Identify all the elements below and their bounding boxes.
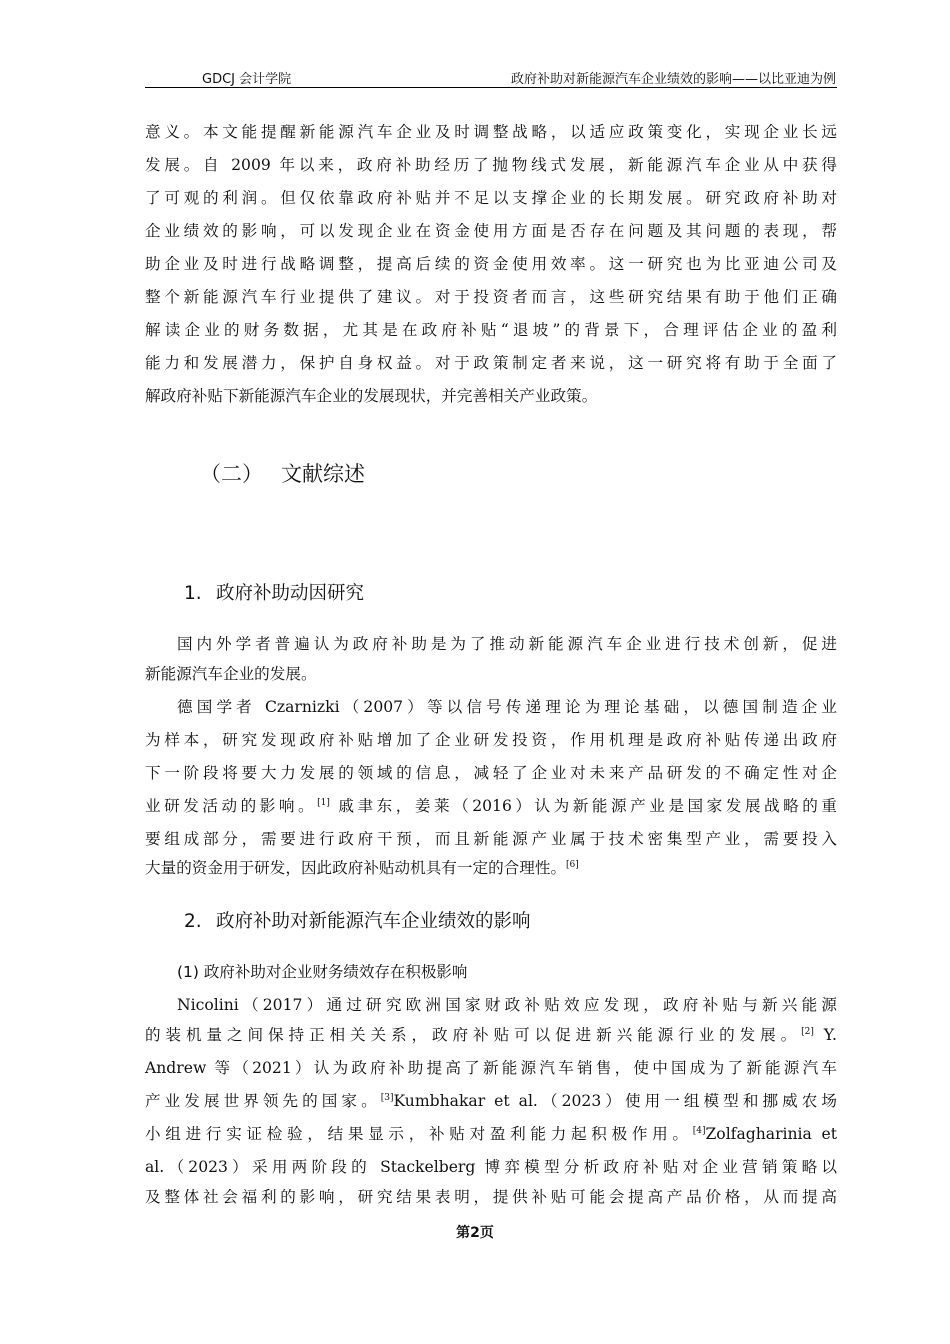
- header-divider: [145, 87, 837, 88]
- text-line: 助企业及时进行战略调整，提高后续的资金使用效率。这一研究也为比亚迪公司及: [145, 255, 837, 273]
- citation-6: [6]: [566, 859, 579, 870]
- text-line: 整个新能源汽车行业提供了建议。对于投资者而言，这些研究结果有助于他们正确: [145, 288, 837, 306]
- text-line: 的装机量之间保持正相关关系，政府补贴可以促进新兴能源行业的发展。[2] Y.: [145, 1026, 837, 1044]
- text-line: 为样本，研究发现政府补贴增加了企业研发投资，作用机理是政府补贴传递出政府: [145, 731, 837, 749]
- text-line: 发展。自 2009 年以来，政府补助经历了抛物线式发展，新能源汽车企业从中获得: [145, 156, 837, 174]
- text-line: 下一阶段将要大力发展的领域的信息，减轻了企业对未来产品研发的不确定性对企: [145, 764, 837, 782]
- section-number: （二）: [200, 462, 263, 486]
- subheading-impact: [184, 907, 531, 933]
- text-line: al.（2023）采用两阶段的 Stackelberg 博弈模型分析政府补贴对企业营销策略以: [145, 1158, 837, 1176]
- section-heading-literature-review: [200, 458, 365, 488]
- text-line: 要组成部分，需要进行政府干预，而且新能源产业属于技术密集型产业，需要投入: [145, 830, 837, 848]
- subheading-title: 政府补助动因研究: [216, 583, 365, 604]
- text-line: 解政府补贴下新能源汽车企业的发展现状，并完善相关产业政策。: [145, 387, 598, 405]
- citation-2: [2]: [801, 1026, 814, 1037]
- text-line: 企业绩效的影响，可以发现企业在资金使用方面是否存在问题及其问题的表现，帮: [145, 222, 837, 240]
- text-line: 德国学者 Czarnizki（2007）等以信号传递理论为理论基础，以德国制造企业: [177, 698, 837, 716]
- citation-4: [4]: [692, 1125, 706, 1136]
- citation-1: [1]: [317, 797, 330, 808]
- subsubheading-positive-impact: (1) 政府补助对企业财务绩效存在积极影响: [177, 963, 468, 981]
- text-line: 小组进行实证检验，结果显示，补贴对盈利能力起积极作用。[4]Zolfagharinia et: [145, 1125, 837, 1143]
- subheading-motivation: [184, 579, 364, 605]
- subheading-number: 2.: [184, 911, 202, 932]
- text-line: 产业发展世界领先的国家。[3]Kumbhakar et al.（2023）使用一组模型和挪威农场: [145, 1092, 837, 1110]
- text-line: 意义。本文能提醒新能源汽车企业及时调整战略，以适应政策变化，实现企业长远: [145, 123, 837, 141]
- header-school: GDCJ 会计学院: [202, 72, 292, 87]
- text-line: Andrew 等（2021）认为政府补助提高了新能源汽车销售，使中国成为了新能源汽车: [145, 1059, 837, 1077]
- text-line: 大量的资金用于研发，因此政府补贴动机具有一定的合理性。[6]: [145, 859, 579, 877]
- page-number: 第2页: [456, 1225, 494, 1241]
- text-line: 解读企业的财务数据，尤其是在政府补贴“退坡”的背景下，合理评估企业的盈利: [145, 321, 837, 339]
- subheading-number: 1.: [184, 583, 202, 604]
- header-thesis-title: 政府补助对新能源汽车企业绩效的影响——以比亚迪为例: [510, 72, 836, 87]
- subheading-title: 政府补助对新能源汽车企业绩效的影响: [216, 911, 531, 932]
- text-line: 新能源汽车企业的发展。: [145, 665, 317, 683]
- text-line: 国内外学者普遍认为政府补助是为了推动新能源汽车企业进行技术创新，促进: [177, 635, 837, 653]
- text-line: Nicolini（2017）通过研究欧洲国家财政补贴效应发现，政府补贴与新兴能源: [177, 996, 837, 1014]
- text-line: 及整体社会福利的影响，研究结果表明，提供补贴可能会提高产品价格，从而提高: [145, 1188, 837, 1206]
- citation-3: [3]: [380, 1092, 394, 1103]
- text-line: 了可观的利润。但仅依靠政府补贴并不足以支撑企业的长期发展。研究政府补助对: [145, 189, 837, 207]
- section-title: 文献综述: [281, 462, 365, 486]
- text-line: 能力和发展潜力，保护自身权益。对于政策制定者来说，这一研究将有助于全面了: [145, 354, 837, 372]
- text-line: 业研发活动的影响。[1] 戚聿东，姜莱（2016）认为新能源产业是国家发展战略的重: [145, 797, 837, 815]
